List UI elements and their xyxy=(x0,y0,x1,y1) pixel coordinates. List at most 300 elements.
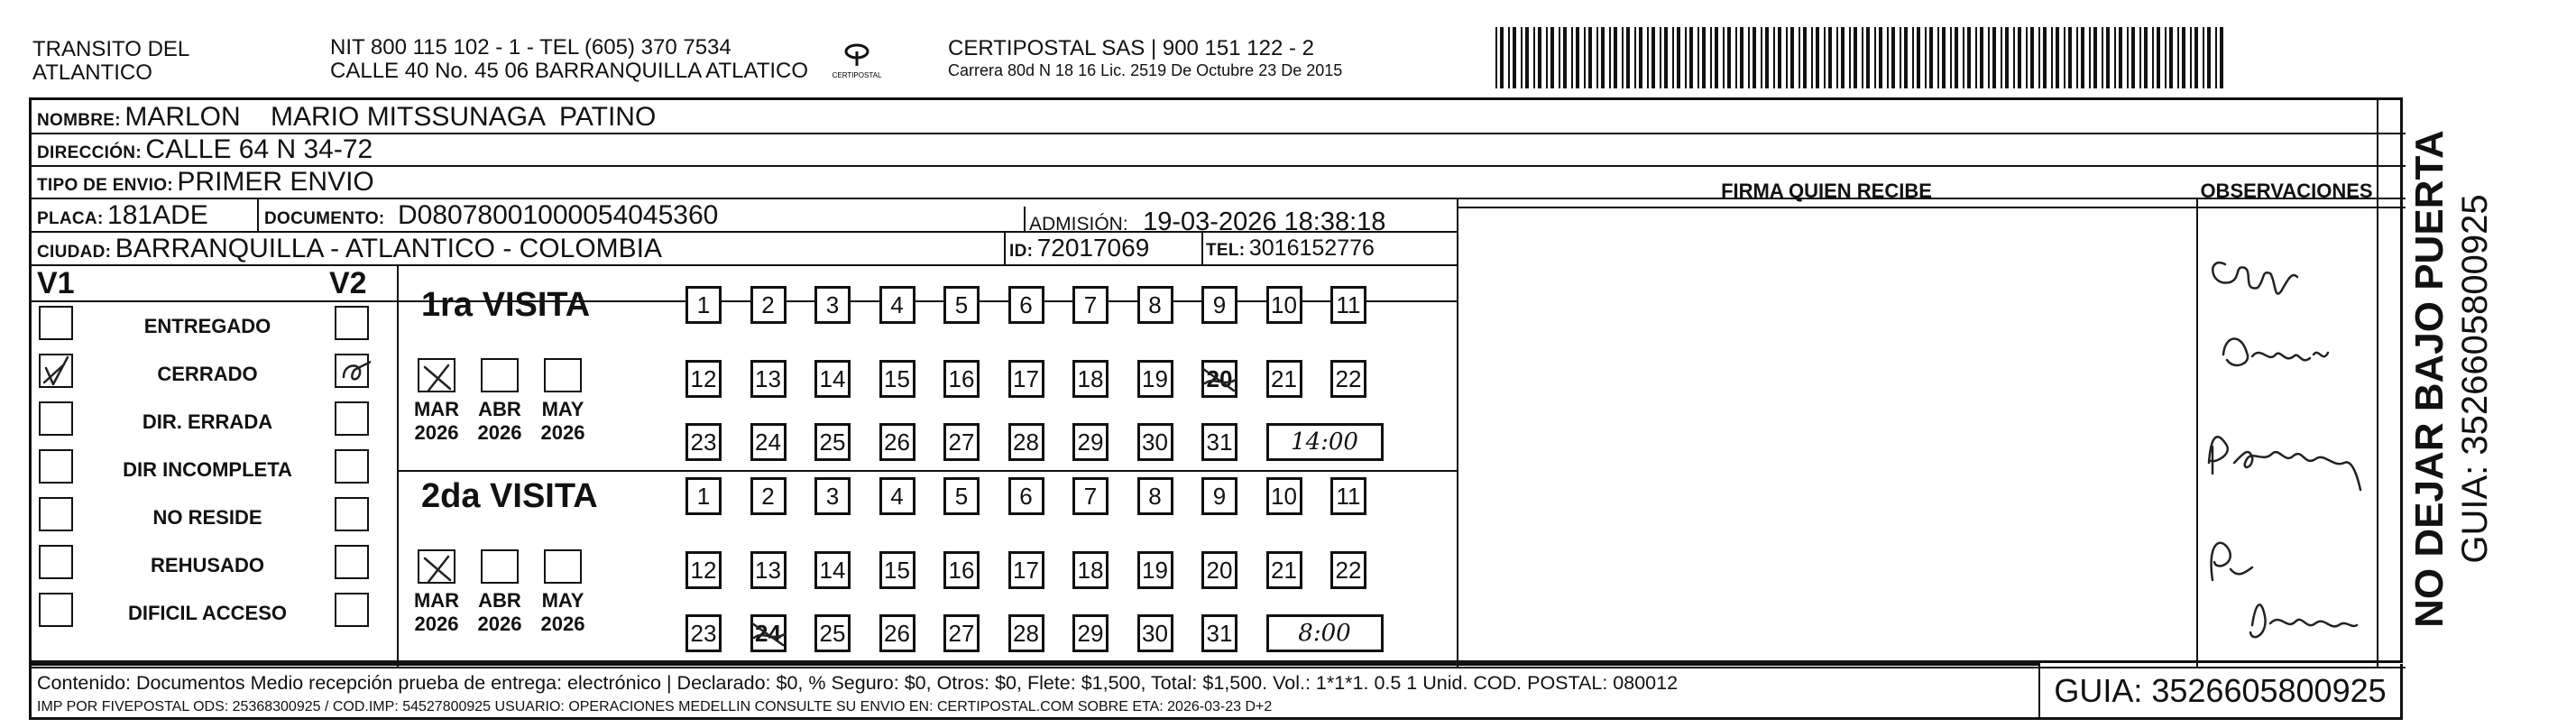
status-label: DIR INCOMPLETA xyxy=(123,458,292,481)
day-box[interactable] xyxy=(1201,477,1237,515)
check-mark-icon xyxy=(41,355,75,390)
day-number: 15 xyxy=(884,365,910,392)
month-year: 2026 xyxy=(414,421,459,444)
month-year: 2026 xyxy=(414,613,459,635)
barcode-bar xyxy=(1664,27,1668,88)
barcode-bar xyxy=(1799,27,1800,88)
day-box[interactable] xyxy=(879,477,915,515)
check-mark-icon xyxy=(419,360,457,394)
barcode-bar xyxy=(2026,27,2028,88)
day-number: 23 xyxy=(690,620,717,647)
barcode-bar xyxy=(1841,27,1845,88)
day-number: 13 xyxy=(755,365,781,392)
barcode-bar xyxy=(2152,27,2154,88)
day-number: 2 xyxy=(761,483,775,510)
day-box[interactable] xyxy=(1008,551,1044,589)
barcode-bar xyxy=(1929,27,1933,88)
v2-checkbox[interactable] xyxy=(335,401,369,436)
ciudad-row xyxy=(37,234,662,264)
day-box[interactable] xyxy=(1201,423,1237,461)
day-box[interactable] xyxy=(1072,360,1109,398)
barcode-bar xyxy=(2018,27,2021,88)
day-number: 29 xyxy=(1077,429,1104,456)
barcode-bar xyxy=(1925,27,1927,88)
barcode-bar xyxy=(1811,27,1813,88)
barcode-bar xyxy=(1525,27,1529,88)
barcode-bar xyxy=(1778,27,1781,88)
barcode-bar xyxy=(2043,27,2047,88)
v1-checkbox[interactable] xyxy=(39,593,73,627)
day-number: 18 xyxy=(1077,557,1104,584)
barcode-bar xyxy=(1874,27,1876,88)
day-number: 12 xyxy=(690,365,717,392)
month-name: MAR xyxy=(413,398,460,420)
day-number: 22 xyxy=(1335,365,1362,392)
barcode-bar xyxy=(1500,27,1504,88)
barcode-bar xyxy=(1891,27,1895,88)
day-number: 6 xyxy=(1019,483,1033,510)
day-number: 15 xyxy=(884,557,910,584)
barcode-bar xyxy=(1824,27,1826,88)
day-box[interactable] xyxy=(685,360,722,398)
day-box[interactable] xyxy=(1137,286,1173,324)
day-box[interactable] xyxy=(750,614,787,652)
barcode-bar xyxy=(2089,27,2091,88)
barcode-bar xyxy=(1639,27,1642,88)
nombre-value: MARLON MARIO MITSSUNAGA PATINO xyxy=(124,102,657,132)
v2-checkbox[interactable] xyxy=(335,545,369,579)
day-box[interactable] xyxy=(685,477,722,515)
barcode-bar xyxy=(2005,27,2009,88)
visit2-title: 2da VISITA xyxy=(421,477,598,515)
barcode-bar xyxy=(1622,27,1624,88)
day-box[interactable] xyxy=(879,423,915,461)
side-rotated xyxy=(2406,108,2507,650)
barcode-bar xyxy=(1963,27,1964,88)
barcode-bar xyxy=(1955,27,1958,88)
day-box[interactable] xyxy=(1008,360,1044,398)
barcode-bar xyxy=(1854,27,1857,88)
day-box[interactable] xyxy=(814,360,851,398)
month-year: 2026 xyxy=(540,421,585,444)
issuer-line-1: TRANSITO DEL xyxy=(32,37,190,61)
day-box[interactable] xyxy=(814,614,851,652)
day-box[interactable] xyxy=(1201,360,1237,398)
month-label xyxy=(409,589,464,636)
day-number: 24 xyxy=(755,429,781,456)
day-box[interactable] xyxy=(1008,423,1044,461)
day-number: 12 xyxy=(690,557,717,584)
direccion-value: CALLE 64 N 34-72 xyxy=(145,134,373,164)
v2-checkbox[interactable] xyxy=(335,497,369,531)
day-number: 17 xyxy=(1013,365,1039,392)
strike-mark-icon xyxy=(750,614,787,652)
day-number: 16 xyxy=(948,557,975,584)
barcode-bar xyxy=(1584,27,1586,88)
day-number: 29 xyxy=(1077,620,1104,647)
barcode-bar xyxy=(1753,27,1756,88)
barcode-bar xyxy=(1765,27,1769,88)
placa-label: PLACA: xyxy=(37,209,104,228)
day-box[interactable] xyxy=(1266,477,1302,515)
day-box[interactable] xyxy=(814,477,851,515)
barcode-bar xyxy=(1689,27,1693,88)
day-number: 14 xyxy=(819,557,846,584)
v2-checkbox[interactable] xyxy=(335,354,369,388)
day-number: 16 xyxy=(948,365,975,392)
barcode-bar xyxy=(1588,27,1592,88)
month-name: MAY xyxy=(541,589,584,612)
barcode-bar xyxy=(2013,27,2015,88)
day-box[interactable] xyxy=(1137,614,1173,652)
hour-note: 8:00 xyxy=(1298,620,1351,647)
barcode-bar xyxy=(1900,27,1901,88)
month-name: ABR xyxy=(478,589,521,612)
month-checkbox[interactable] xyxy=(418,549,455,584)
day-box[interactable] xyxy=(1072,551,1109,589)
barcode-bar xyxy=(2102,27,2103,88)
courier-license: Carrera 80d N 18 16 Lic. 2519 De Octubre 23 De 2015 xyxy=(948,61,1343,79)
day-box[interactable] xyxy=(685,614,722,652)
barcode-bar xyxy=(2127,27,2129,88)
month-year: 2026 xyxy=(477,613,522,635)
day-number: 4 xyxy=(890,291,904,318)
day-box[interactable] xyxy=(1201,551,1237,589)
documento-row xyxy=(264,200,718,231)
v1-checkbox[interactable] xyxy=(39,306,73,340)
ciudad-value: BARRANQUILLA - ATLANTICO - COLOMBIA xyxy=(115,234,663,263)
day-box[interactable] xyxy=(750,551,787,589)
barcode-bar xyxy=(2194,27,2198,88)
v2-checkbox[interactable] xyxy=(335,593,369,627)
day-box[interactable] xyxy=(1072,286,1109,324)
placa-row xyxy=(37,200,208,231)
day-box[interactable] xyxy=(943,286,980,324)
month-checkbox[interactable] xyxy=(481,358,519,392)
day-box[interactable] xyxy=(1266,286,1302,324)
month-label xyxy=(473,589,527,636)
day-number: 3 xyxy=(825,291,840,318)
barcode-bar xyxy=(2165,27,2167,88)
visit1-title: 1ra VISITA xyxy=(421,286,591,324)
day-box[interactable] xyxy=(879,360,915,398)
issuer-address: CALLE 40 No. 45 06 BARRANQUILLA ATLATICO xyxy=(330,59,809,83)
v1-checkbox[interactable] xyxy=(39,449,73,484)
side-panel xyxy=(2406,108,2507,650)
day-number: 11 xyxy=(1336,483,1361,510)
day-number: 7 xyxy=(1083,291,1098,318)
day-box[interactable] xyxy=(814,286,851,324)
id-value: 72017069 xyxy=(1036,234,1150,262)
nombre-row xyxy=(37,102,656,133)
day-box[interactable] xyxy=(943,360,980,398)
barcode-bar xyxy=(1887,27,1889,88)
side-guia: GUIA: 3526605800925 xyxy=(2455,194,2495,564)
barcode-bar xyxy=(2056,27,2059,88)
day-box[interactable] xyxy=(1072,423,1109,461)
day-box[interactable] xyxy=(1008,286,1044,324)
barcode-bar xyxy=(1980,27,1983,88)
day-box[interactable] xyxy=(1330,477,1366,515)
tel-row xyxy=(1206,235,1375,262)
day-box[interactable] xyxy=(943,614,980,652)
day-number: 17 xyxy=(1013,557,1039,584)
day-box[interactable] xyxy=(1072,614,1109,652)
day-number: 23 xyxy=(690,429,717,456)
month-label xyxy=(536,589,590,636)
day-number: 27 xyxy=(948,429,975,456)
status-label: DIR. ERRADA xyxy=(142,410,273,433)
day-box[interactable] xyxy=(750,423,787,461)
barcode-bar xyxy=(2106,27,2110,88)
barcode-bar xyxy=(1538,27,1541,88)
day-box[interactable] xyxy=(943,551,980,589)
issuer-line-2: ATLANTICO xyxy=(32,60,152,85)
direccion-label: DIRECCIÓN: xyxy=(37,143,142,162)
barcode-bar xyxy=(1521,27,1523,88)
barcode-bar xyxy=(1672,27,1674,88)
v2-checkbox[interactable] xyxy=(335,449,369,484)
barcode-bar xyxy=(1508,27,1510,88)
day-box[interactable] xyxy=(943,423,980,461)
day-box[interactable] xyxy=(814,551,851,589)
barcode-bar xyxy=(1740,27,1743,88)
v2-label: V2 xyxy=(329,266,367,300)
barcode-bar xyxy=(1786,27,1788,88)
barcode-bar xyxy=(2068,27,2072,88)
barcode-bar xyxy=(2064,27,2065,88)
barcode-bar xyxy=(1571,27,1573,88)
status-label: DIFICIL ACCESO xyxy=(127,602,287,624)
barcode-bar xyxy=(1495,27,1497,88)
barcode-bar xyxy=(1660,27,1661,88)
status-label: NO RESIDE xyxy=(152,506,262,529)
day-box[interactable] xyxy=(1008,614,1044,652)
barcode-bar xyxy=(2157,27,2160,88)
day-number: 26 xyxy=(884,620,910,647)
courier-info xyxy=(948,36,1342,80)
barcode-bar xyxy=(1866,27,1870,88)
day-box[interactable] xyxy=(1330,551,1366,589)
month-name: MAR xyxy=(413,589,460,612)
barcode-bar xyxy=(1748,27,1750,88)
day-number: 4 xyxy=(890,483,904,510)
day-number: 18 xyxy=(1077,365,1104,392)
issuer-contact xyxy=(330,36,808,83)
footer-contenido: Contenido: Documentos Medio recepción prueba de entrega: electrónico | Declarado: $0, % Seguro: $0, Otros: $0, Flete: $1,500, Total: $1,500. Vol.: 1*1*1. 0.5 1 Unid. COD. POSTAL: 080012 xyxy=(37,672,1679,694)
hour-note-box[interactable] xyxy=(1266,423,1384,461)
day-box[interactable] xyxy=(1137,423,1173,461)
barcode-bar xyxy=(1559,27,1560,88)
barcode-bar xyxy=(1950,27,1952,88)
check-mark-icon xyxy=(336,355,371,390)
barcode-bar xyxy=(1596,27,1598,88)
day-box[interactable] xyxy=(943,477,980,515)
day-box[interactable] xyxy=(750,286,787,324)
footer-guia-box xyxy=(2038,664,2403,720)
day-number: 19 xyxy=(1142,365,1168,392)
day-box[interactable] xyxy=(1137,360,1173,398)
v1-checkbox[interactable] xyxy=(39,354,73,388)
v1-checkbox[interactable] xyxy=(39,545,73,579)
barcode-bar xyxy=(1790,27,1794,88)
day-number: 27 xyxy=(948,620,975,647)
barcode-bar xyxy=(1912,27,1914,88)
day-number: 25 xyxy=(819,429,846,456)
barcode-bar xyxy=(1727,27,1731,88)
barcode-bar xyxy=(2139,27,2141,88)
barcode-bar xyxy=(1601,27,1605,88)
month-checkbox[interactable] xyxy=(544,549,582,584)
barcode-bar xyxy=(1761,27,1762,88)
admision-label: ADMISIÓN: xyxy=(1029,214,1128,235)
day-number: 31 xyxy=(1206,620,1233,647)
status-label: CERRADO xyxy=(157,363,258,385)
v2-checkbox[interactable] xyxy=(335,306,369,340)
day-number: 10 xyxy=(1271,291,1297,318)
day-number: 24 xyxy=(755,620,781,647)
barcode-bar xyxy=(1609,27,1611,88)
day-number: 7 xyxy=(1083,483,1098,510)
day-number: 31 xyxy=(1206,429,1233,456)
month-name: ABR xyxy=(478,398,521,420)
day-box[interactable] xyxy=(1201,614,1237,652)
tipo-label: TIPO DE ENVIO: xyxy=(37,176,173,195)
barcode-bar xyxy=(1849,27,1851,88)
day-box[interactable] xyxy=(685,286,722,324)
day-number: 30 xyxy=(1142,429,1168,456)
barcode-bar xyxy=(1992,27,1996,88)
id-label: ID: xyxy=(1009,242,1034,261)
day-number: 5 xyxy=(954,291,969,318)
placa-value: 181ADE xyxy=(107,200,208,230)
day-number: 20 xyxy=(1206,557,1233,584)
day-box[interactable] xyxy=(814,423,851,461)
day-box[interactable] xyxy=(750,360,787,398)
barcode-bar xyxy=(1697,27,1699,88)
day-box[interactable] xyxy=(1266,360,1302,398)
month-label xyxy=(473,398,527,445)
day-number: 8 xyxy=(1148,291,1162,318)
day-box[interactable] xyxy=(1330,360,1366,398)
barcode-bar xyxy=(2144,27,2148,88)
barcode-bar xyxy=(1651,27,1655,88)
day-number: 13 xyxy=(755,557,781,584)
status-label: REHUSADO xyxy=(151,554,264,576)
month-checkbox[interactable] xyxy=(481,549,519,584)
barcode-bar xyxy=(1967,27,1971,88)
barcode-bar xyxy=(1975,27,1977,88)
side-warning: NO DEJAR BAJO PUERTA xyxy=(2407,130,2452,628)
day-box[interactable] xyxy=(879,286,915,324)
barcode-bar xyxy=(1735,27,1737,88)
barcode-bar xyxy=(2215,27,2217,88)
barcode-bar xyxy=(1942,27,1946,88)
barcode-bar xyxy=(1685,27,1687,88)
issuer-name xyxy=(32,38,189,85)
barcode-bar xyxy=(2182,27,2185,88)
id-row xyxy=(1009,234,1149,263)
barcode-bar xyxy=(1828,27,1832,88)
day-number: 5 xyxy=(954,483,969,510)
tipo-value: PRIMER ENVIO xyxy=(177,167,374,197)
day-box[interactable] xyxy=(1266,551,1302,589)
day-number: 9 xyxy=(1212,291,1227,318)
day-number: 11 xyxy=(1336,291,1361,318)
day-box[interactable] xyxy=(879,614,915,652)
barcode-bar xyxy=(1647,27,1649,88)
barcode-bar xyxy=(1803,27,1807,88)
barcode-bar xyxy=(2131,27,2135,88)
barcode-bar xyxy=(2081,27,2084,88)
day-box[interactable] xyxy=(1137,551,1173,589)
observaciones-header: OBSERVACIONES xyxy=(2200,180,2373,202)
month-label xyxy=(409,398,464,445)
day-number: 3 xyxy=(825,483,840,510)
barcode-bar xyxy=(1710,27,1712,88)
day-number: 21 xyxy=(1271,365,1297,392)
barcode-bar xyxy=(1563,27,1567,88)
barcode-bar xyxy=(2119,27,2122,88)
day-box[interactable] xyxy=(1072,477,1109,515)
month-checkbox[interactable] xyxy=(544,358,582,392)
v1-checkbox[interactable] xyxy=(39,497,73,531)
barcode-bar xyxy=(2030,27,2034,88)
footer-guia: GUIA: 3526605800925 xyxy=(2054,672,2387,709)
barcode-bar xyxy=(2169,27,2173,88)
logo-text: CERTIPOSTAL xyxy=(832,71,882,79)
day-number: 25 xyxy=(819,620,846,647)
day-box[interactable] xyxy=(685,551,722,589)
barcode-bar xyxy=(2051,27,2053,88)
check-mark-icon xyxy=(419,551,457,585)
barcode-bar xyxy=(2076,27,2078,88)
day-box[interactable] xyxy=(1201,286,1237,324)
v1-label: V1 xyxy=(37,266,75,300)
day-box[interactable] xyxy=(685,423,722,461)
barcode-bar xyxy=(2220,27,2223,88)
barcode-bar xyxy=(1533,27,1535,88)
courier-name: CERTIPOSTAL SAS | 900 151 122 - 2 xyxy=(948,36,1314,60)
barcode-bar xyxy=(2190,27,2192,88)
barcode-bar xyxy=(1879,27,1882,88)
barcode-bar xyxy=(1677,27,1680,88)
barcode-bar xyxy=(2114,27,2116,88)
barcode-bar xyxy=(1702,27,1706,88)
day-number: 19 xyxy=(1142,557,1168,584)
barcode xyxy=(1495,27,2224,88)
day-box[interactable] xyxy=(750,477,787,515)
day-box[interactable] xyxy=(1137,477,1173,515)
ciudad-label: CIUDAD: xyxy=(37,243,112,262)
barcode-bar xyxy=(1816,27,1819,88)
barcode-bar xyxy=(2038,27,2040,88)
month-label xyxy=(536,398,590,445)
month-checkbox[interactable] xyxy=(418,358,455,392)
day-number: 28 xyxy=(1013,429,1039,456)
admision-value: 19-03-2026 18:38:18 xyxy=(1143,207,1386,236)
nombre-label: NOMBRE: xyxy=(37,111,121,130)
barcode-bar xyxy=(1715,27,1718,88)
day-number: 28 xyxy=(1013,620,1039,647)
day-box[interactable] xyxy=(1330,286,1366,324)
v1-checkbox[interactable] xyxy=(39,401,73,436)
day-box[interactable] xyxy=(1008,477,1044,515)
day-number: 8 xyxy=(1148,483,1162,510)
barcode-bar xyxy=(1626,27,1630,88)
day-box[interactable] xyxy=(879,551,915,589)
hour-note-box[interactable] xyxy=(1266,614,1384,652)
